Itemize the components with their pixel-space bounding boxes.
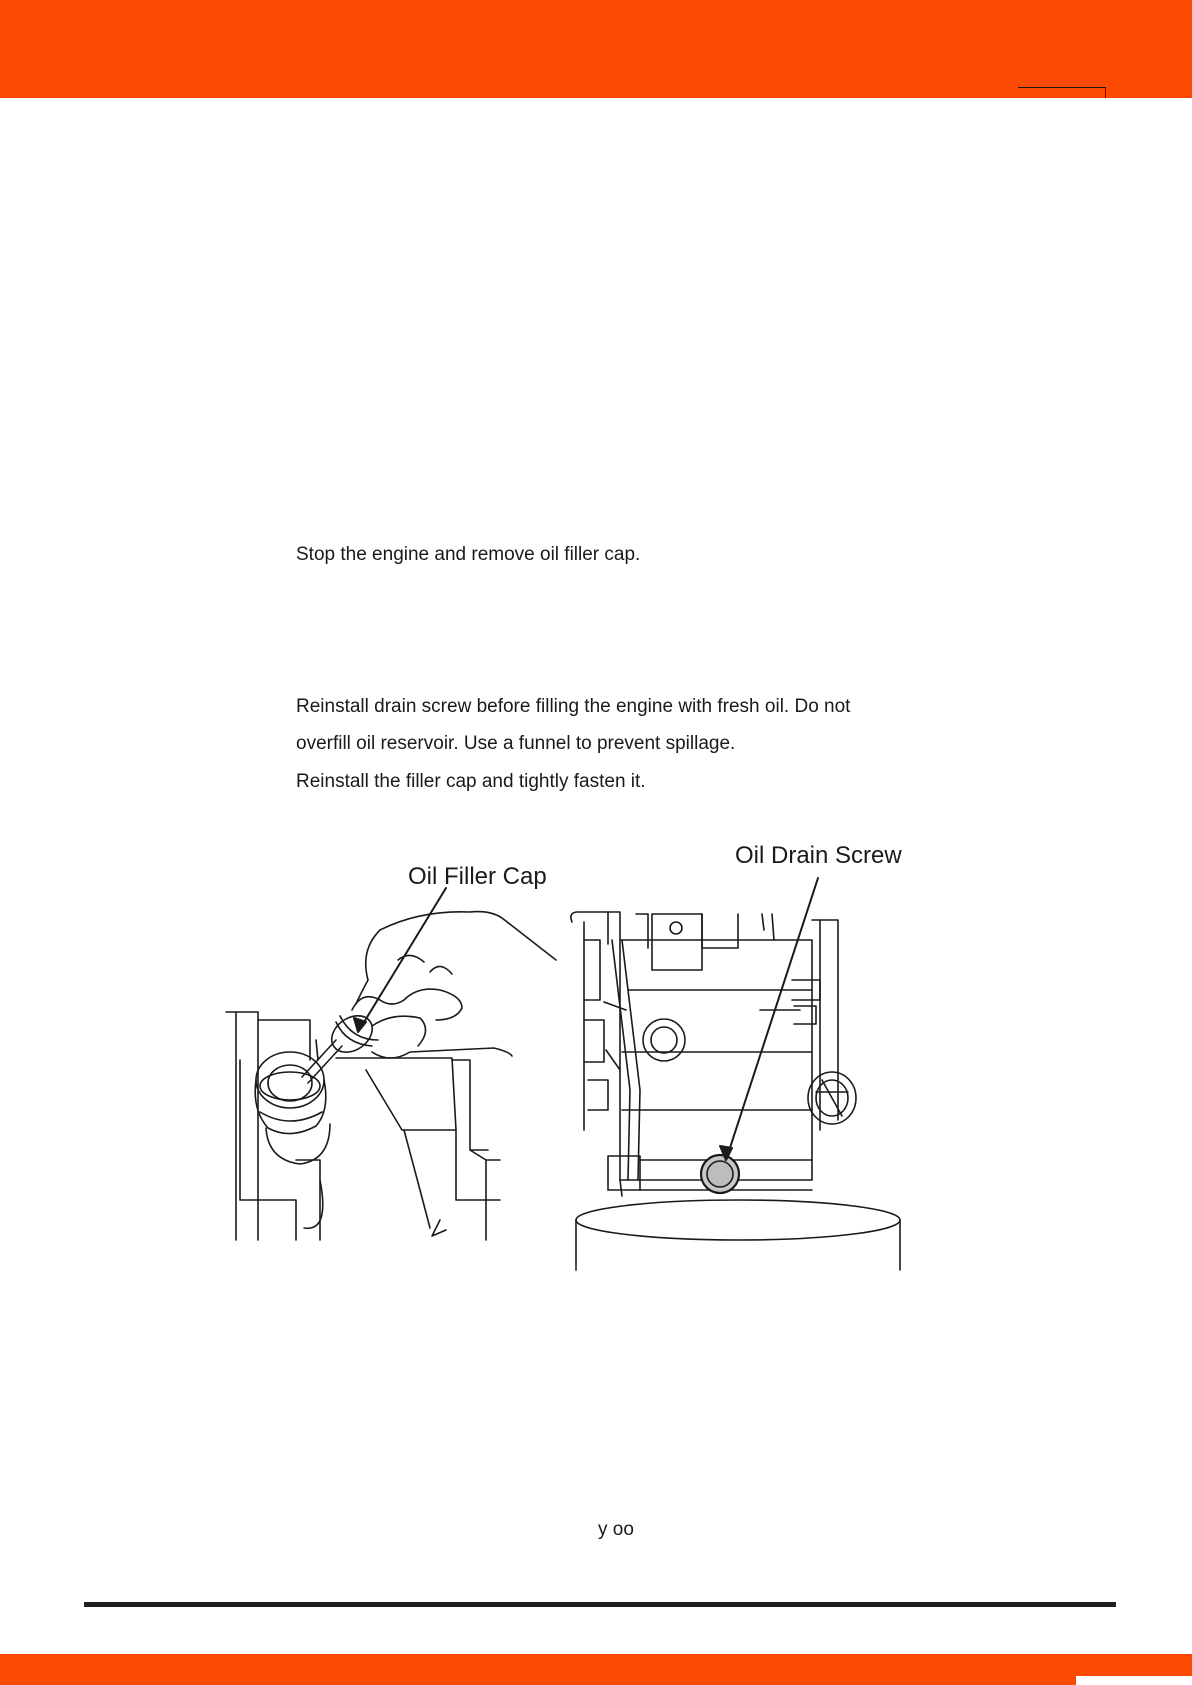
callout-leader-lines bbox=[354, 878, 818, 1160]
oil-filler-cap-label: Oil Filler Cap bbox=[408, 863, 547, 890]
footer-text: y oo bbox=[598, 1519, 634, 1540]
instruction-reinstall-drain-line1: Reinstall drain screw before filling the engine with fresh oil. Do not bbox=[296, 696, 851, 717]
footer-notch bbox=[1076, 1676, 1192, 1685]
instruction-reinstall-filler-cap: Reinstall the filler cap and tightly fasten it. bbox=[296, 771, 646, 792]
footer-band bbox=[0, 1654, 1192, 1685]
footer-divider bbox=[84, 1602, 1116, 1607]
left-engine-view bbox=[226, 912, 556, 1240]
right-engine-view bbox=[571, 912, 900, 1270]
instruction-stop-engine: Stop the engine and remove oil filler cap. bbox=[296, 544, 641, 565]
instruction-reinstall-drain-line2: overfill oil reservoir. Use a funnel to prevent spillage. bbox=[296, 733, 736, 754]
oil-drain-screw-label: Oil Drain Screw bbox=[735, 842, 902, 869]
